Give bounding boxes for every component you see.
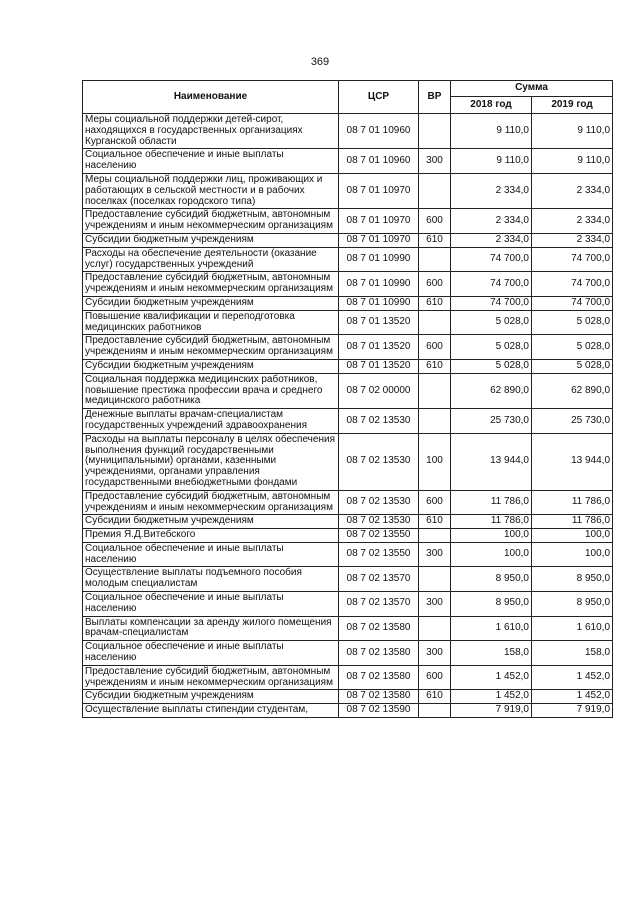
table-row xyxy=(83,149,613,174)
table-row xyxy=(83,359,613,373)
row-2019-cell: 1 452,0 xyxy=(532,690,613,704)
row-name-cell: Меры социальной поддержки лиц, проживающих и работающих в сельской местности и в рабочих поселках (поселках городского типа) xyxy=(83,173,339,208)
row-vr-cell: 600 xyxy=(419,665,451,690)
table-row xyxy=(83,665,613,690)
row-name-cell: Осуществление выплаты подъемного пособия молодым специалистам xyxy=(83,567,339,592)
table-header xyxy=(83,81,613,114)
row-2018-cell: 7 919,0 xyxy=(451,704,532,718)
row-vr-cell: 610 xyxy=(419,690,451,704)
row-2018-cell: 74 700,0 xyxy=(451,296,532,310)
row-vr-cell: 100 xyxy=(419,433,451,490)
row-vr-cell xyxy=(419,529,451,543)
row-2018-cell: 25 730,0 xyxy=(451,409,532,434)
row-csr-cell: 08 7 02 13580 xyxy=(339,665,419,690)
row-2018-cell: 8 950,0 xyxy=(451,592,532,617)
row-2019-cell: 25 730,0 xyxy=(532,409,613,434)
row-vr-cell: 610 xyxy=(419,515,451,529)
table-row xyxy=(83,335,613,360)
row-name-cell: Денежные выплаты врачам-специалистам государственных учреждений здравоохранения xyxy=(83,409,339,434)
row-2019-cell: 5 028,0 xyxy=(532,359,613,373)
header-csr: ЦСР xyxy=(339,81,419,114)
row-2018-cell: 9 110,0 xyxy=(451,149,532,174)
row-csr-cell: 08 7 02 13550 xyxy=(339,542,419,567)
table-row xyxy=(83,542,613,567)
row-vr-cell: 610 xyxy=(419,296,451,310)
row-2018-cell: 9 110,0 xyxy=(451,114,532,149)
row-vr-cell: 300 xyxy=(419,641,451,666)
header-sum: Сумма xyxy=(451,81,613,97)
row-2018-cell: 74 700,0 xyxy=(451,247,532,272)
row-2019-cell: 1 452,0 xyxy=(532,665,613,690)
table-row xyxy=(83,173,613,208)
row-csr-cell: 08 7 01 10970 xyxy=(339,233,419,247)
row-2019-cell: 9 110,0 xyxy=(532,114,613,149)
row-vr-cell xyxy=(419,567,451,592)
row-name-cell: Предоставление субсидий бюджетным, автономным учреждениям и иным некоммерческим организациям xyxy=(83,490,339,515)
row-name-cell: Осуществление выплаты стипендии студентам, xyxy=(83,704,339,718)
row-vr-cell: 600 xyxy=(419,490,451,515)
row-2019-cell: 74 700,0 xyxy=(532,247,613,272)
table-row xyxy=(83,616,613,641)
row-2018-cell: 100,0 xyxy=(451,542,532,567)
table-row xyxy=(83,641,613,666)
table-row xyxy=(83,373,613,408)
table-row xyxy=(83,233,613,247)
row-csr-cell: 08 7 02 13530 xyxy=(339,490,419,515)
row-csr-cell: 08 7 01 10960 xyxy=(339,149,419,174)
row-csr-cell: 08 7 02 13530 xyxy=(339,433,419,490)
row-csr-cell: 08 7 01 10990 xyxy=(339,296,419,310)
row-vr-cell xyxy=(419,114,451,149)
row-csr-cell: 08 7 01 10970 xyxy=(339,209,419,234)
row-2018-cell: 5 028,0 xyxy=(451,335,532,360)
row-name-cell: Предоставление субсидий бюджетным, автономным учреждениям и иным некоммерческим организациям xyxy=(83,335,339,360)
row-csr-cell: 08 7 02 13530 xyxy=(339,409,419,434)
row-csr-cell: 08 7 01 13520 xyxy=(339,310,419,335)
row-2018-cell: 1 610,0 xyxy=(451,616,532,641)
row-vr-cell xyxy=(419,247,451,272)
row-vr-cell: 610 xyxy=(419,233,451,247)
row-csr-cell: 08 7 02 13580 xyxy=(339,690,419,704)
row-csr-cell: 08 7 02 13570 xyxy=(339,567,419,592)
row-name-cell: Расходы на обеспечение деятельности (оказание услуг) государственных учреждений xyxy=(83,247,339,272)
row-csr-cell: 08 7 01 13520 xyxy=(339,335,419,360)
row-vr-cell xyxy=(419,409,451,434)
row-2019-cell: 5 028,0 xyxy=(532,310,613,335)
row-vr-cell: 300 xyxy=(419,542,451,567)
row-2019-cell: 62 890,0 xyxy=(532,373,613,408)
row-2019-cell: 7 919,0 xyxy=(532,704,613,718)
table-row xyxy=(83,247,613,272)
row-name-cell: Повышение квалификации и переподготовка медицинских работников xyxy=(83,310,339,335)
row-name-cell: Социальное обеспечение и иные выплаты населению xyxy=(83,592,339,617)
row-vr-cell: 600 xyxy=(419,335,451,360)
row-csr-cell: 08 7 02 13590 xyxy=(339,704,419,718)
row-csr-cell: 08 7 02 13570 xyxy=(339,592,419,617)
row-name-cell: Расходы на выплаты персоналу в целях обеспечения выполнения функций государственными (муниципальными) органами, казенными учреждениями, органами управления государственными внебюджетными фондами xyxy=(83,433,339,490)
row-csr-cell: 08 7 01 10960 xyxy=(339,114,419,149)
row-2018-cell: 5 028,0 xyxy=(451,310,532,335)
row-name-cell: Субсидии бюджетным учреждениям xyxy=(83,233,339,247)
table-row xyxy=(83,433,613,490)
row-csr-cell: 08 7 01 13520 xyxy=(339,359,419,373)
row-2018-cell: 100,0 xyxy=(451,529,532,543)
row-2019-cell: 11 786,0 xyxy=(532,515,613,529)
row-2018-cell: 11 786,0 xyxy=(451,490,532,515)
row-2019-cell: 9 110,0 xyxy=(532,149,613,174)
row-2018-cell: 158,0 xyxy=(451,641,532,666)
row-2018-cell: 5 028,0 xyxy=(451,359,532,373)
row-2018-cell: 74 700,0 xyxy=(451,272,532,297)
row-name-cell: Субсидии бюджетным учреждениям xyxy=(83,515,339,529)
row-name-cell: Социальное обеспечение и иные выплаты населению xyxy=(83,149,339,174)
row-name-cell: Социальное обеспечение и иные выплаты населению xyxy=(83,542,339,567)
row-2018-cell: 8 950,0 xyxy=(451,567,532,592)
row-2018-cell: 11 786,0 xyxy=(451,515,532,529)
row-vr-cell xyxy=(419,310,451,335)
row-vr-cell xyxy=(419,616,451,641)
row-2019-cell: 2 334,0 xyxy=(532,173,613,208)
table-row xyxy=(83,310,613,335)
row-vr-cell xyxy=(419,373,451,408)
row-name-cell: Субсидии бюджетным учреждениям xyxy=(83,690,339,704)
table-row xyxy=(83,114,613,149)
page-number: 369 xyxy=(310,56,330,68)
row-vr-cell: 300 xyxy=(419,149,451,174)
table-row xyxy=(83,690,613,704)
header-vr: ВР xyxy=(419,81,451,114)
row-csr-cell: 08 7 01 10990 xyxy=(339,247,419,272)
row-name-cell: Субсидии бюджетным учреждениям xyxy=(83,296,339,310)
row-csr-cell: 08 7 02 13580 xyxy=(339,641,419,666)
row-2019-cell: 74 700,0 xyxy=(532,272,613,297)
row-name-cell: Премия Я.Д.Витебского xyxy=(83,529,339,543)
row-csr-cell: 08 7 02 00000 xyxy=(339,373,419,408)
row-csr-cell: 08 7 02 13530 xyxy=(339,515,419,529)
row-name-cell: Предоставление субсидий бюджетным, автономным учреждениям и иным некоммерческим организациям xyxy=(83,272,339,297)
row-2019-cell: 8 950,0 xyxy=(532,592,613,617)
table-row xyxy=(83,272,613,297)
header-name: Наименование xyxy=(83,81,339,114)
row-vr-cell: 610 xyxy=(419,359,451,373)
row-name-cell: Предоставление субсидий бюджетным, автономным учреждениям и иным некоммерческим организациям xyxy=(83,665,339,690)
table-row xyxy=(83,529,613,543)
row-2018-cell: 1 452,0 xyxy=(451,665,532,690)
table-row xyxy=(83,490,613,515)
row-name-cell: Социальная поддержка медицинских работников, повышение престижа профессии врача и среднего медицинского работника xyxy=(83,373,339,408)
row-csr-cell: 08 7 02 13580 xyxy=(339,616,419,641)
row-2019-cell: 13 944,0 xyxy=(532,433,613,490)
row-2019-cell: 11 786,0 xyxy=(532,490,613,515)
table-row xyxy=(83,515,613,529)
row-csr-cell: 08 7 01 10990 xyxy=(339,272,419,297)
row-2019-cell: 100,0 xyxy=(532,542,613,567)
row-2019-cell: 158,0 xyxy=(532,641,613,666)
row-vr-cell xyxy=(419,173,451,208)
row-name-cell: Предоставление субсидий бюджетным, автономным учреждениям и иным некоммерческим организациям xyxy=(83,209,339,234)
row-2018-cell: 13 944,0 xyxy=(451,433,532,490)
row-name-cell: Социальное обеспечение и иные выплаты населению xyxy=(83,641,339,666)
table-row xyxy=(83,567,613,592)
row-2019-cell: 2 334,0 xyxy=(532,233,613,247)
row-2018-cell: 2 334,0 xyxy=(451,209,532,234)
budget-table xyxy=(82,80,613,718)
row-vr-cell xyxy=(419,704,451,718)
row-name-cell: Меры социальной поддержки детей-сирот, находящихся в государственных организациях Курганской области xyxy=(83,114,339,149)
table-row xyxy=(83,296,613,310)
row-name-cell: Субсидии бюджетным учреждениям xyxy=(83,359,339,373)
row-2018-cell: 62 890,0 xyxy=(451,373,532,408)
table-body xyxy=(83,114,613,718)
row-csr-cell: 08 7 02 13550 xyxy=(339,529,419,543)
row-csr-cell: 08 7 01 10970 xyxy=(339,173,419,208)
table-row xyxy=(83,704,613,718)
row-2019-cell: 2 334,0 xyxy=(532,209,613,234)
table-row xyxy=(83,409,613,434)
table-row xyxy=(83,592,613,617)
row-vr-cell: 600 xyxy=(419,209,451,234)
row-2019-cell: 1 610,0 xyxy=(532,616,613,641)
row-2019-cell: 8 950,0 xyxy=(532,567,613,592)
row-name-cell: Выплаты компенсации за аренду жилого помещения врачам-специалистам xyxy=(83,616,339,641)
row-2018-cell: 2 334,0 xyxy=(451,173,532,208)
row-2018-cell: 1 452,0 xyxy=(451,690,532,704)
row-2019-cell: 74 700,0 xyxy=(532,296,613,310)
table-row xyxy=(83,209,613,234)
header-year-2019: 2019 год xyxy=(532,97,613,114)
row-vr-cell: 300 xyxy=(419,592,451,617)
row-2018-cell: 2 334,0 xyxy=(451,233,532,247)
row-2019-cell: 5 028,0 xyxy=(532,335,613,360)
row-vr-cell: 600 xyxy=(419,272,451,297)
row-2019-cell: 100,0 xyxy=(532,529,613,543)
header-year-2018: 2018 год xyxy=(451,97,532,114)
